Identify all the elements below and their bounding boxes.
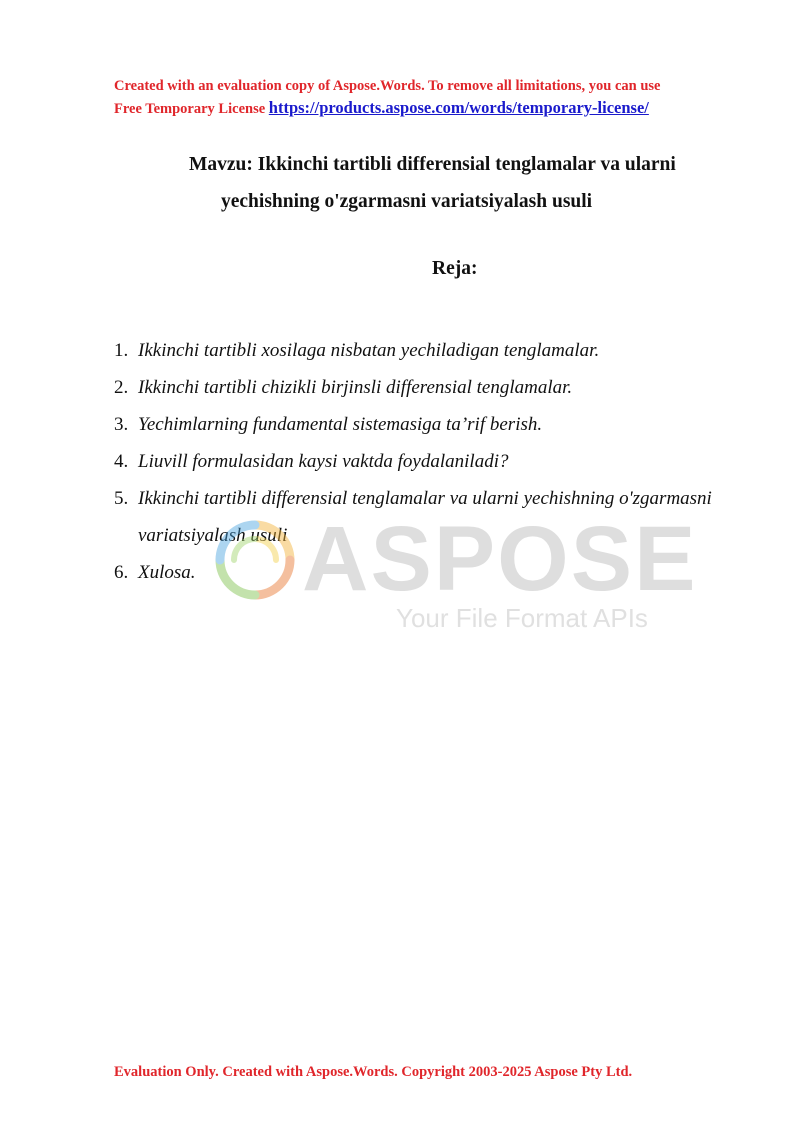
plan-item-text: Ikkinchi tartibli chizikli birjinsli differensial tenglamalar. [138, 377, 573, 398]
evaluation-notice-line2 [114, 97, 754, 120]
document-title-line2: yechishning o'zgarmasni variatsiyalash usuli [221, 191, 593, 212]
plan-item-text: Yechimlarning fundamental sistemasiga ta’rif berish. [138, 414, 543, 435]
plan-item [114, 443, 734, 480]
plan-item [114, 406, 734, 443]
plan-item-number: 6. [114, 562, 129, 583]
plan-item [114, 554, 734, 591]
evaluation-notice-line1: Created with an evaluation copy of Aspose.Words. To remove all limitations, you can use [114, 78, 661, 94]
plan-item-text: Ikkinchi tartibli differensial tenglamalar va ularni yechishning o'zgarmasni variatsiyalash usuli [138, 488, 712, 546]
plan-item-number: 3. [114, 414, 129, 435]
plan-item-number: 5. [114, 488, 129, 509]
plan-item-text: Xulosa. [138, 562, 196, 583]
temporary-license-label: Free Temporary License [114, 101, 266, 117]
temporary-license-link[interactable]: https://products.aspose.com/words/temporary-license/ [268, 98, 649, 117]
plan-list [114, 332, 734, 591]
plan-item-number: 2. [114, 377, 129, 398]
plan-item [114, 369, 734, 406]
plan-item [114, 480, 734, 554]
document-title-line1: Mavzu: Ikkinchi tartibli differensial tenglamalar va ularni [189, 154, 676, 175]
plan-item-number: 4. [114, 451, 129, 472]
plan-heading: Reja: [432, 258, 478, 279]
watermark-word: ASPOSE [302, 508, 698, 610]
watermark-tagline: Your File Format APIs [396, 603, 648, 633]
evaluation-notice [114, 76, 754, 120]
evaluation-footer: Evaluation Only. Created with Aspose.Words. Copyright 2003-2025 Aspose Pty Ltd. [114, 1064, 633, 1080]
plan-item-text: Ikkinchi tartibli xosilaga nisbatan yechiladigan tenglamalar. [138, 340, 600, 361]
plan-item-number: 1. [114, 340, 129, 361]
plan-item [114, 332, 734, 369]
plan-item-text: Liuvill formulasidan kaysi vaktda foydalaniladi? [138, 451, 509, 472]
